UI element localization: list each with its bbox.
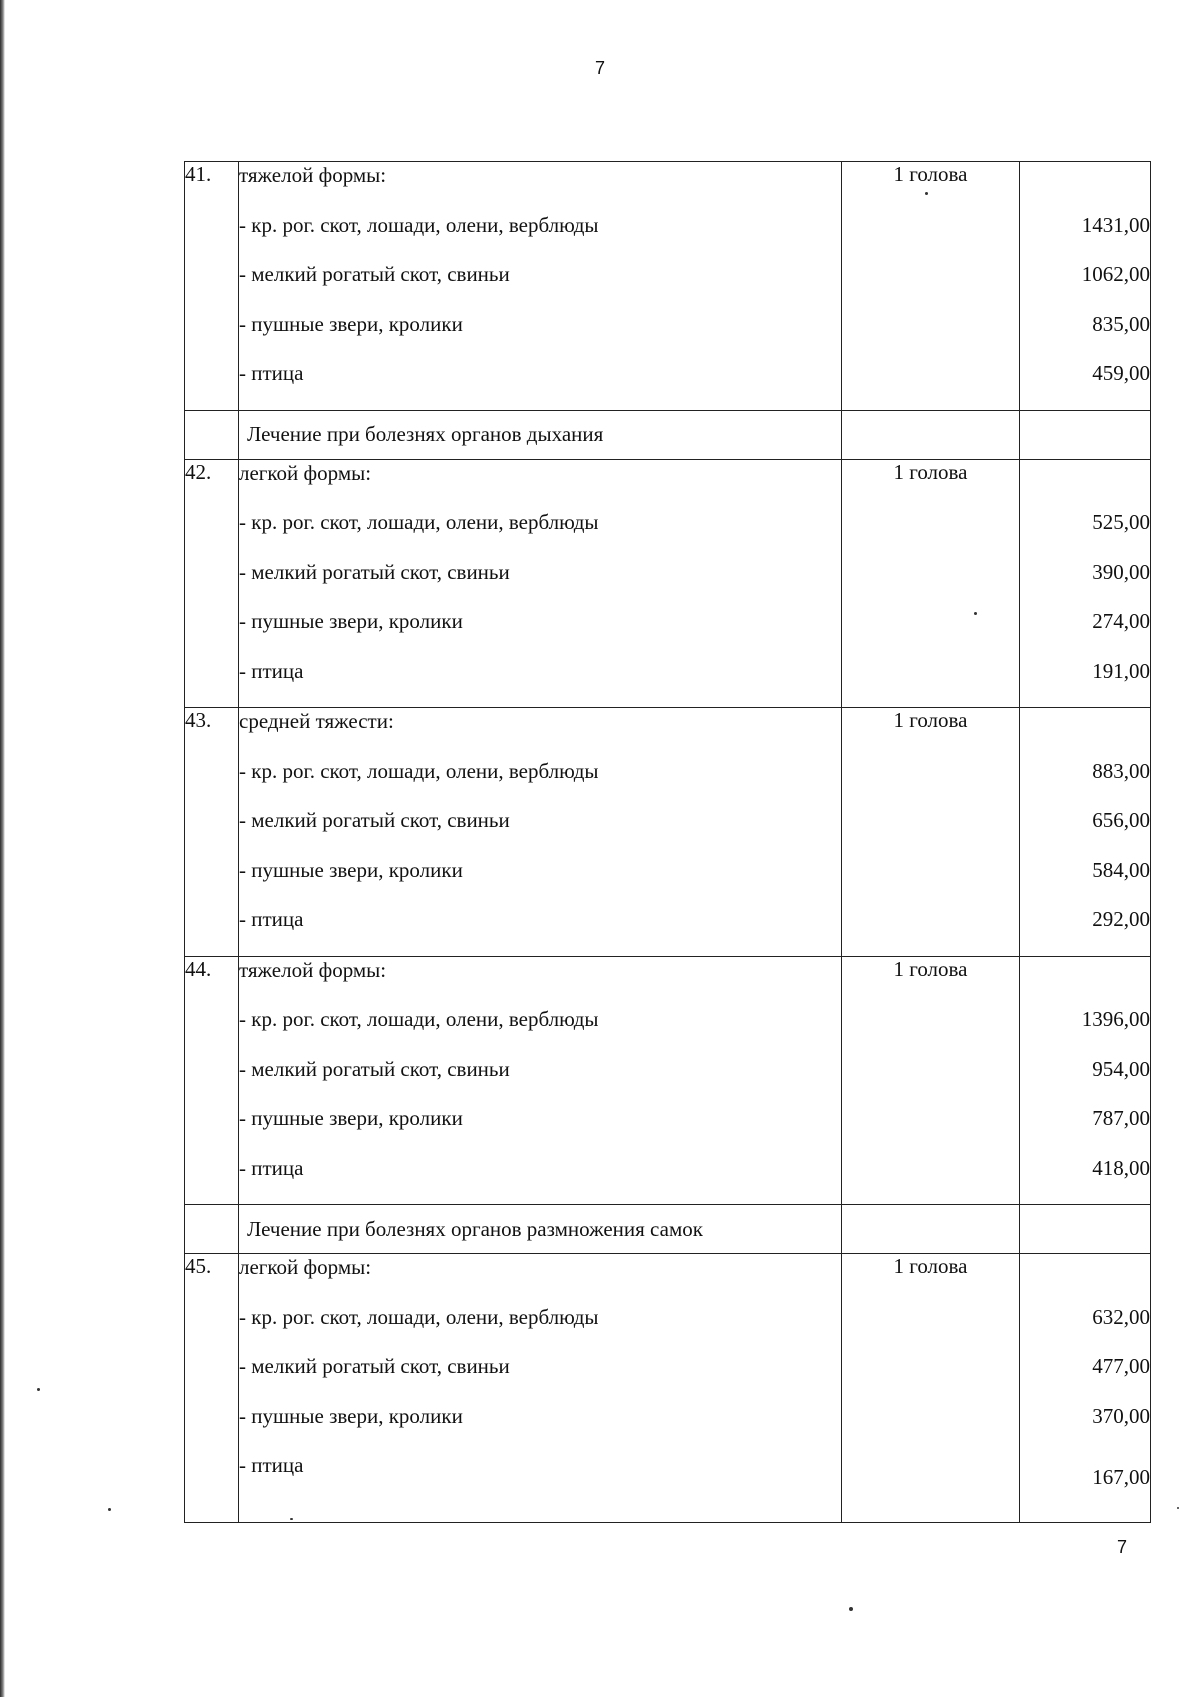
table-row [185,956,1151,1205]
item-line: - пушные звери, кролики [239,311,463,336]
section-row [185,1205,1151,1254]
scan-speck [108,1508,111,1511]
item-price: 167,00 [1092,1465,1150,1489]
item-price: 1396,00 [1081,1007,1150,1031]
item-price: 954,00 [1092,1056,1150,1081]
item-line: - пушные звери, кролики [239,1403,463,1428]
table-row [185,459,1151,708]
item-unit: 1 голова [842,956,1020,1205]
item-price: 274,00 [1092,609,1150,633]
item-description [239,708,842,957]
item-title: тяжелой формы: [239,957,387,982]
item-number: 45. [185,1254,239,1523]
item-line: - мелкий рогатый скот, свиньи [239,262,510,286]
item-number: 42. [185,459,239,708]
item-price: 418,00 [1092,1155,1150,1180]
scan-speck [974,612,977,615]
item-price: 584,00 [1092,857,1150,882]
item-line: - пушные звери, кролики [239,1106,463,1130]
item-price: 656,00 [1092,808,1150,832]
item-title: тяжелой формы: [239,163,387,187]
item-price: 292,00 [1092,907,1150,931]
price-table [184,161,1151,1523]
item-description [239,956,842,1205]
item-line: - птица [239,1453,304,1477]
item-prices [1020,708,1151,957]
item-prices [1020,459,1151,708]
item-number: 43. [185,708,239,957]
item-line: - птица [239,907,304,931]
item-price: 787,00 [1092,1106,1150,1130]
item-number: 44. [185,956,239,1205]
item-description [239,1254,842,1523]
section-row [185,410,1151,459]
item-prices [1020,162,1151,411]
item-line: - пушные звери, кролики [239,609,463,633]
item-line: - мелкий рогатый скот, свиньи [239,559,510,584]
item-line: - мелкий рогатый скот, свиньи [239,1056,510,1081]
item-title: легкой формы: [239,1255,372,1279]
scan-speck [849,1607,853,1611]
item-prices [1020,1254,1151,1523]
item-prices [1020,956,1151,1205]
item-line: - кр. рог. скот, лошади, олени, верблюды [239,510,599,534]
scan-speck [290,1518,293,1520]
item-line: - кр. рог. скот, лошади, олени, верблюды [239,758,599,783]
item-line: - птица [239,361,304,385]
item-title: средней тяжести: [239,709,394,733]
section-title: Лечение при болезнях органов размножения самок [239,1205,842,1254]
table-row [185,1254,1151,1523]
item-price: 459,00 [1092,361,1150,385]
item-price: 477,00 [1092,1354,1150,1378]
item-line: - птица [239,658,304,683]
item-number: 41. [185,162,239,411]
item-price: 390,00 [1092,559,1150,584]
item-description [239,162,842,411]
page-number-top: 7 [594,58,605,78]
table-row [185,708,1151,957]
item-line: - птица [239,1155,304,1180]
scan-speck [925,192,928,195]
scan-speck [37,1388,40,1391]
item-price: 1062,00 [1081,262,1150,286]
scan-edge [0,0,5,1697]
item-line: - мелкий рогатый скот, свиньи [239,808,510,832]
item-unit: 1 голова [842,708,1020,957]
item-line: - кр. рог. скот, лошади, олени, верблюды [239,212,599,237]
item-price: 883,00 [1092,758,1150,783]
page-number-bottom: 7 [1117,1537,1128,1557]
item-price: 632,00 [1092,1304,1150,1329]
item-unit: 1 голова [842,459,1020,708]
item-line: - пушные звери, кролики [239,857,463,882]
table-row [185,162,1151,411]
item-price: 1431,00 [1081,212,1150,237]
item-description [239,459,842,708]
item-line: - мелкий рогатый скот, свиньи [239,1354,510,1378]
item-price: 525,00 [1092,510,1150,534]
item-line: - кр. рог. скот, лошади, олени, верблюды [239,1304,599,1329]
item-price: 835,00 [1092,311,1150,336]
item-title: легкой формы: [239,460,372,485]
scan-speck [1177,1507,1179,1509]
item-unit: 1 голова [842,1254,1020,1523]
item-price: 191,00 [1092,658,1150,683]
section-title: Лечение при болезнях органов дыхания [239,410,842,459]
item-line: - кр. рог. скот, лошади, олени, верблюды [239,1007,599,1031]
item-price: 370,00 [1092,1403,1150,1428]
item-unit: 1 голова [842,162,1020,411]
